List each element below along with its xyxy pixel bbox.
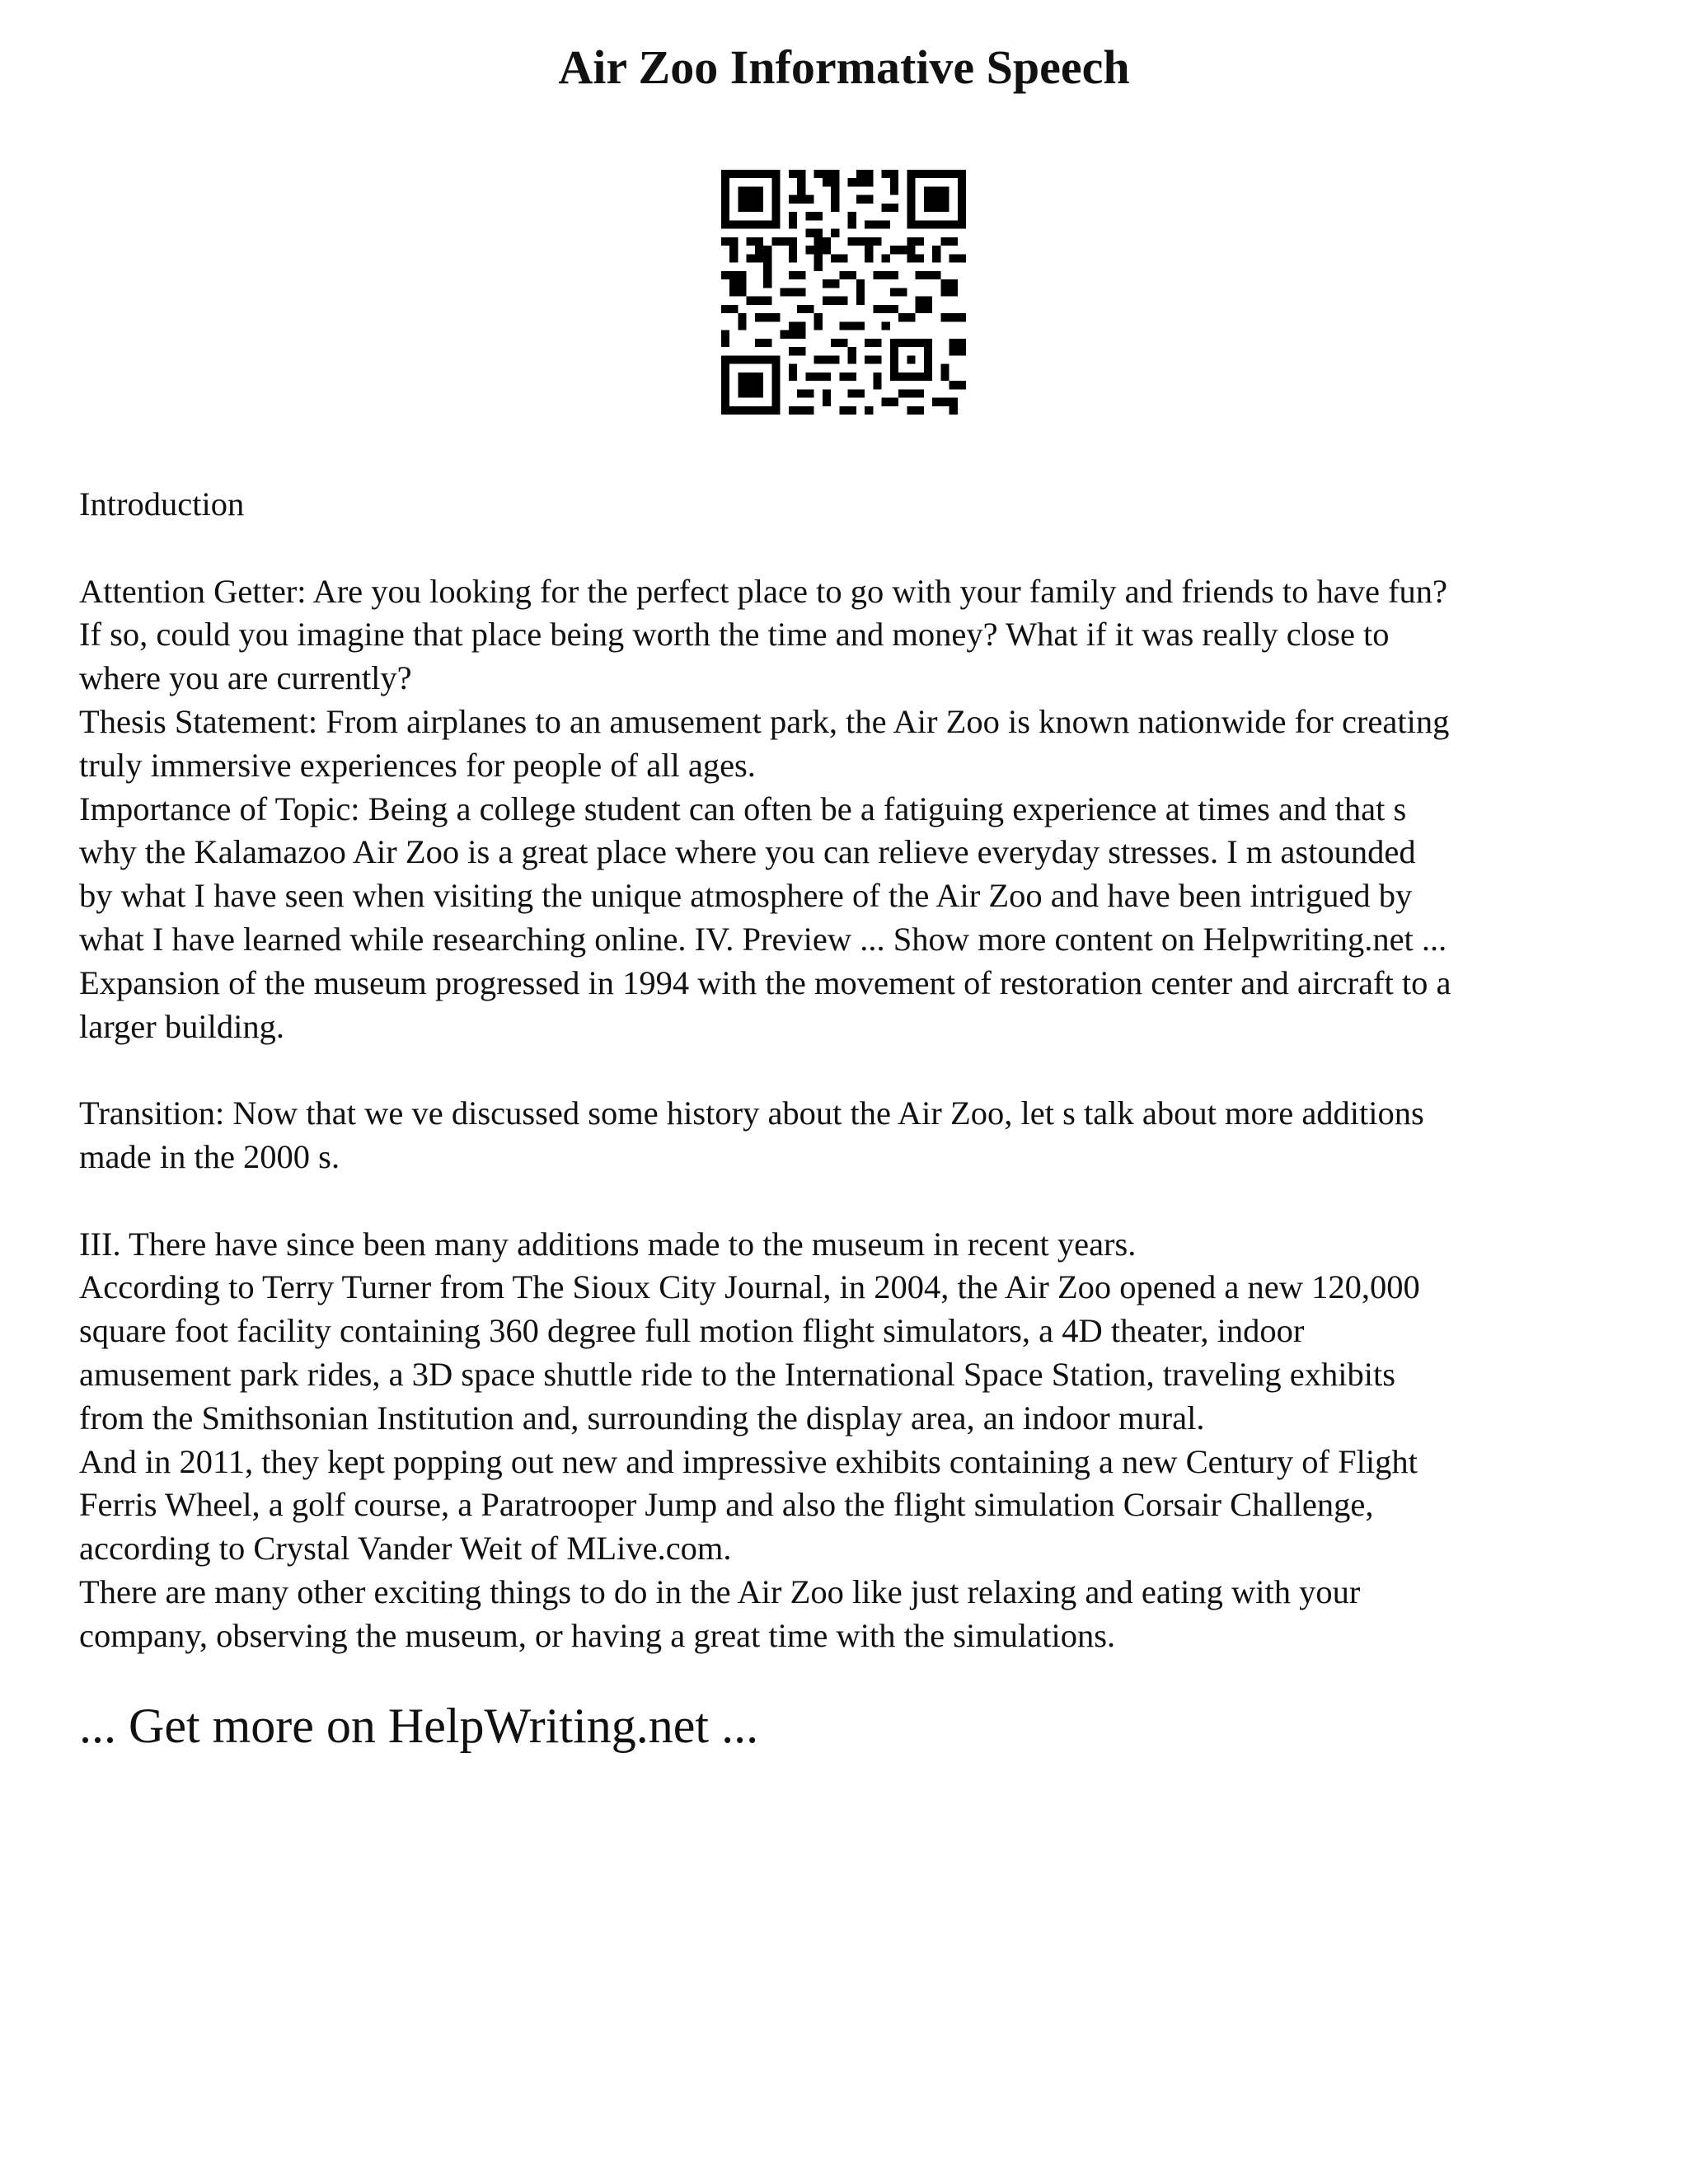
introduction-heading: Introduction	[79, 485, 245, 523]
additions-heading: III. There have since been many additions made to the museum in recent years.	[79, 1225, 1137, 1263]
thesis-statement-line: truly immersive experiences for people of all ages.	[79, 746, 756, 784]
turner-line: According to Terry Turner from The Sioux City Journal, in 2004, the Air Zoo opened a new 120,000	[79, 1268, 1420, 1306]
paragraph-gap	[79, 527, 1645, 570]
year-2011-line: according to Crystal Vander Weit of MLive.com.	[79, 1530, 732, 1568]
attention-getter-line: If so, could you imagine that place being worth the time and money? What if it was really close to	[79, 616, 1390, 654]
importance-of-topic-line: by what I have seen when visiting the unique atmosphere of the Air Zoo and have been intrigued by	[79, 877, 1413, 915]
turner-line: amusement park rides, a 3D space shuttle ride to the International Space Station, traveling exhibits	[79, 1355, 1396, 1393]
attention-getter-line: where you are currently?	[79, 659, 412, 697]
transition-line: Transition: Now that we ve discussed some history about the Air Zoo, let s talk about more additions	[79, 1094, 1424, 1132]
importance-of-topic-line: Importance of Topic: Being a college student can often be a fatiguing experience at times and that s	[79, 790, 1407, 827]
paragraph-gap	[79, 1048, 1645, 1092]
expansion-line: larger building.	[79, 1007, 284, 1045]
speech-body	[79, 483, 1645, 1658]
turner-line: from the Smithsonian Institution and, surrounding the display area, an indoor mural.	[79, 1399, 1205, 1436]
importance-of-topic-line: why the Kalamazoo Air Zoo is a great place where you can relieve everyday stresses. I m astounded	[79, 833, 1416, 871]
importance-of-topic-line: what I have learned while researching online. IV. Preview ... Show more content on Helpwriting.net ...	[79, 920, 1447, 958]
other-activities-line: There are many other exciting things to do in the Air Zoo like just relaxing and eating with your	[79, 1572, 1361, 1610]
year-2011-line: Ferris Wheel, a golf course, a Paratrooper Jump and also the flight simulation Corsair Challenge,	[79, 1486, 1374, 1524]
expansion-line: Expansion of the museum progressed in 1994 with the movement of restoration center and aircraft to a	[79, 963, 1451, 1001]
attention-getter-line: Attention Getter: Are you looking for the perfect place to go with your family and friends to have fun?	[79, 572, 1448, 610]
other-activities-line: company, observing the museum, or having a great time with the simulations.	[79, 1616, 1116, 1654]
qr-code-graphic	[721, 170, 966, 415]
thesis-statement-line: Thesis Statement: From airplanes to an amusement park, the Air Zoo is known nationwide for creating	[79, 702, 1450, 740]
qr-code	[721, 170, 966, 415]
year-2011-line: And in 2011, they kept popping out new and impressive exhibits containing a new Century of Flight	[79, 1442, 1418, 1480]
paragraph-gap	[79, 1179, 1645, 1223]
transition-line: made in the 2000 s.	[79, 1137, 340, 1175]
turner-line: square foot facility containing 360 degree full motion flight simulators, a 4D theater, indoor	[79, 1312, 1305, 1350]
document-title: Air Zoo Informative Speech	[558, 40, 1130, 94]
get-more-link[interactable]: ... Get more on HelpWriting.net ...	[79, 1699, 759, 1753]
